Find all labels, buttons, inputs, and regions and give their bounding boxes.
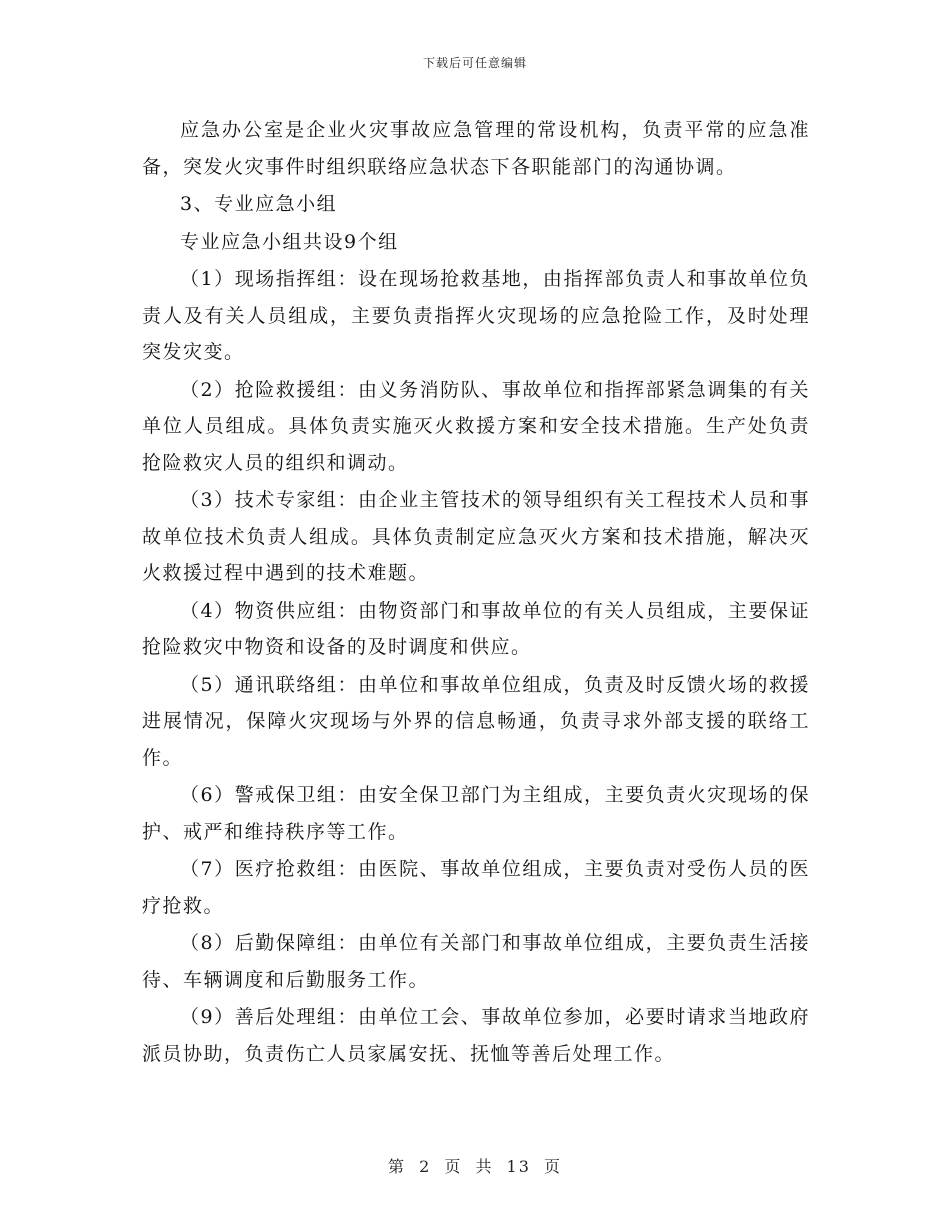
paragraph-group-5: （5）通讯联络组：由单位和事故单位组成，负责及时反馈火场的救援进展情况，保障火灾现场与外界的信息畅通，负责寻求外部支援的联络工作。 — [142, 673, 810, 769]
paragraph-group-1: （1）现场指挥组：设在现场抢救基地，由指挥部负责人和事故单位负责人及有关人员组成，主要负责指挥火灾现场的应急抢险工作，及时处理突发灾变。 — [142, 268, 810, 363]
paragraph-office: 应急办公室是企业火灾事故应急管理的常设机构，负责平常的应急准备，突发火灾事件时组织联络应急状态下各职能部门的沟通协调。 — [142, 119, 810, 178]
paragraph-group-4: （4）物资供应组：由物资部门和事故单位的有关人员组成，主要保证抢险救灾中物资和设备的及时调度和供应。 — [142, 599, 810, 658]
paragraph-group-6: （6）警戒保卫组：由安全保卫部门为主组成，主要负责火灾现场的保护、戒严和维持秩序等工作。 — [142, 784, 810, 843]
page-header: 下载后可任意编辑 — [422, 56, 527, 70]
page-number: 第 2 页 共 13 页 — [388, 1157, 562, 1176]
paragraph-group-7: （7）医疗抢救组：由医院、事故单位组成，主要负责对受伤人员的医疗抢救。 — [142, 858, 810, 917]
paragraph-group-2: （2）抢险救援组：由义务消防队、事故单位和指挥部紧急调集的有关单位人员组成。具体负责实施灭火救援方案和安全技术措施。生产处负责抢险救灾人员的组织和调动。 — [142, 378, 810, 474]
section-heading: 3、专业应急小组 — [180, 193, 338, 215]
paragraph-group-8: （8）后勤保障组：由单位有关部门和事故单位组成，主要负责生活接待、车辆调度和后勤服务工作。 — [142, 932, 810, 991]
paragraph-group-3: （3）技术专家组：由企业主管技术的领导组织有关工程技术人员和事故单位技术负责人组成。具体负责制定应急灭火方案和技术措施，解决灭火救援过程中遇到的技术难题。 — [142, 489, 810, 584]
paragraph-group-9: （9）善后处理组：由单位工会、事故单位参加，必要时请求当地政府派员协助，负责伤亡人员家属安抚、抚恤等善后处理工作。 — [142, 1006, 810, 1065]
paragraph-group-count: 专业应急小组共设9个组 — [180, 230, 399, 253]
document-body — [142, 112, 810, 1072]
